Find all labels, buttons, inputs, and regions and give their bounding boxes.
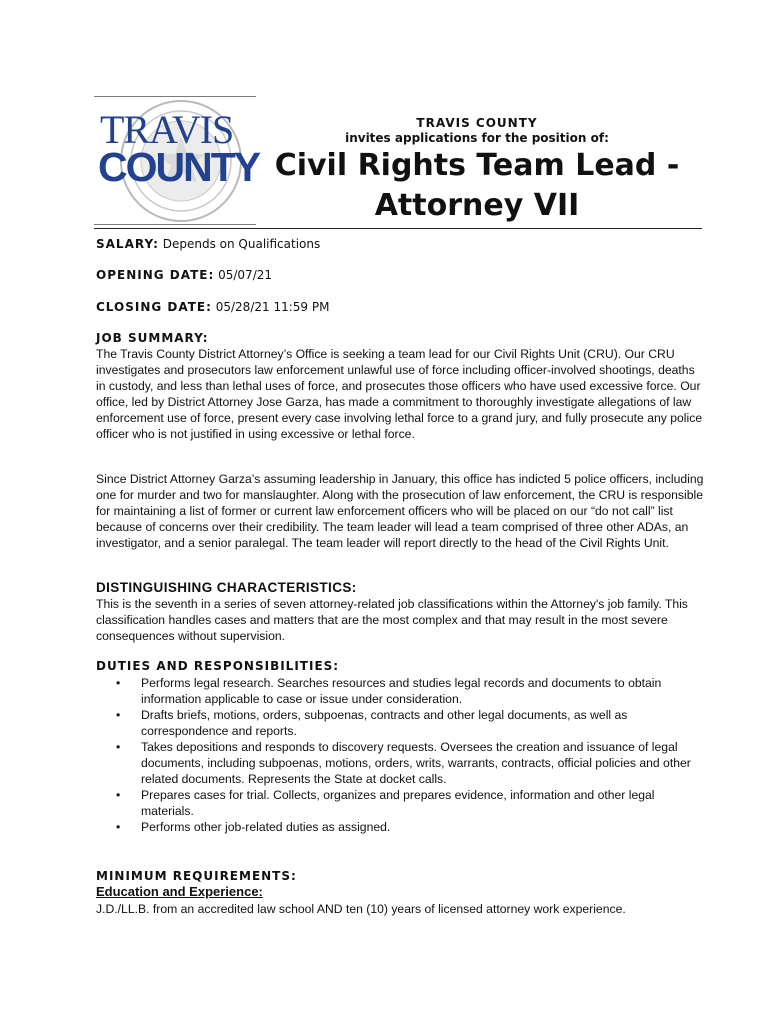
bullet: • xyxy=(116,820,121,834)
duty-text: Drafts briefs, motions, orders, subpoenas, contracts and other legal documents, as well as correspondence and reports. xyxy=(141,708,628,738)
bullet: • xyxy=(116,676,121,690)
bullet: • xyxy=(116,708,121,722)
bullet: • xyxy=(116,740,121,754)
duty-item xyxy=(96,819,706,835)
duty-item xyxy=(96,675,706,707)
duty-text: Prepares cases for trial. Collects, organizes and prepares evidence, information and other legal materials. xyxy=(141,788,655,818)
requirements-heading: MINIMUM REQUIREMENTS: xyxy=(96,869,297,883)
header-divider xyxy=(94,228,702,229)
closing-date-field xyxy=(96,300,329,314)
closing-date-value: 05/28/21 11:59 PM xyxy=(215,300,330,314)
salary-label: SALARY: xyxy=(96,237,159,251)
opening-date-value: 05/07/21 xyxy=(218,268,273,282)
logo-rule-top xyxy=(94,96,256,97)
job-summary-paragraph-1: The Travis County District Attorney’s Office is seeking a team lead for our Civil Rights Unit (CRU). Our CRU investigates and prosecutors law enforcement unlawful use of force including officer-involved shootings, deaths in custody, and less than lethal uses of force, and prosecutes those officers who have used excessive force. Our office, led by District Attorney Jose Garza, has made a commitment to thoroughly investigate allegations of law enforcement use of force, present every case involving lethal force to a grand jury, and fully prosecute any police officer who is not justified in using excessive or lethal force. xyxy=(96,347,703,441)
closing-date-label: CLOSING DATE: xyxy=(96,300,212,314)
duty-text: Performs other job-related duties as assigned. xyxy=(141,820,391,834)
position-title xyxy=(262,146,692,226)
logo-word-travis: TRAVIS xyxy=(100,107,234,152)
requirements-text: J.D./LL.B. from an accredited law school AND ten (10) years of licensed attorney work experience. xyxy=(96,902,626,916)
duty-text: Takes depositions and responds to discovery requests. Oversees the creation and issuance of legal documents, including subpoenas, motions, orders, writs, warrants, contracts, official policies and other related documents. Represents the State at docket calls. xyxy=(141,740,691,786)
education-experience-subheading: Education and Experience: xyxy=(96,884,263,899)
opening-date-field xyxy=(96,268,272,282)
opening-date-label: OPENING DATE: xyxy=(96,268,215,282)
duty-item xyxy=(96,707,706,739)
position-title-line2: Attorney VII xyxy=(374,188,580,223)
duty-item xyxy=(96,787,706,819)
duties-list xyxy=(96,675,706,835)
position-title-line1: Civil Rights Team Lead - xyxy=(274,148,680,183)
bullet: • xyxy=(116,788,121,802)
duty-text: Performs legal research. Searches resources and studies legal records and documents to obtain information applicable to case or issue under consideration. xyxy=(141,676,662,706)
header-org: TRAVIS COUNTY xyxy=(416,116,538,130)
salary-value: Depends on Qualifications xyxy=(162,237,321,251)
job-summary-paragraph-2: Since District Attorney Garza’s assuming leadership in January, this office has indicted 5 police officers, including one for murder and two for manslaughter. Along with the prosecution of law enforcement, the CRU is responsible for maintaining a list of former or current law enforcement officers who will be placed on our “do not call” list because of concerns over their credibility. The team leader will lead a team comprised of three other ADAs, an investigator, and a senior paralegal. The team leader will report directly to the head of the Civil Rights Unit. xyxy=(96,472,704,550)
distinguishing-text: This is the seventh in a series of seven attorney-related job classifications within the Attorney's job family. This classification handles cases and matters that are the most complex and that may result in the most severe consequences without supervision. xyxy=(96,597,688,643)
duty-item xyxy=(96,739,706,787)
logo-rule-bottom xyxy=(94,224,256,225)
logo-word-county: COUNTY xyxy=(98,144,260,190)
duties-heading: DUTIES AND RESPONSIBILITIES: xyxy=(96,659,340,673)
job-summary-heading: JOB SUMMARY: xyxy=(96,331,209,345)
distinguishing-heading: DISTINGUISHING CHARACTERISTICS: xyxy=(96,580,357,595)
salary-field xyxy=(96,237,320,251)
travis-county-logo xyxy=(94,96,260,226)
header-invites: invites applications for the position of: xyxy=(345,131,609,145)
